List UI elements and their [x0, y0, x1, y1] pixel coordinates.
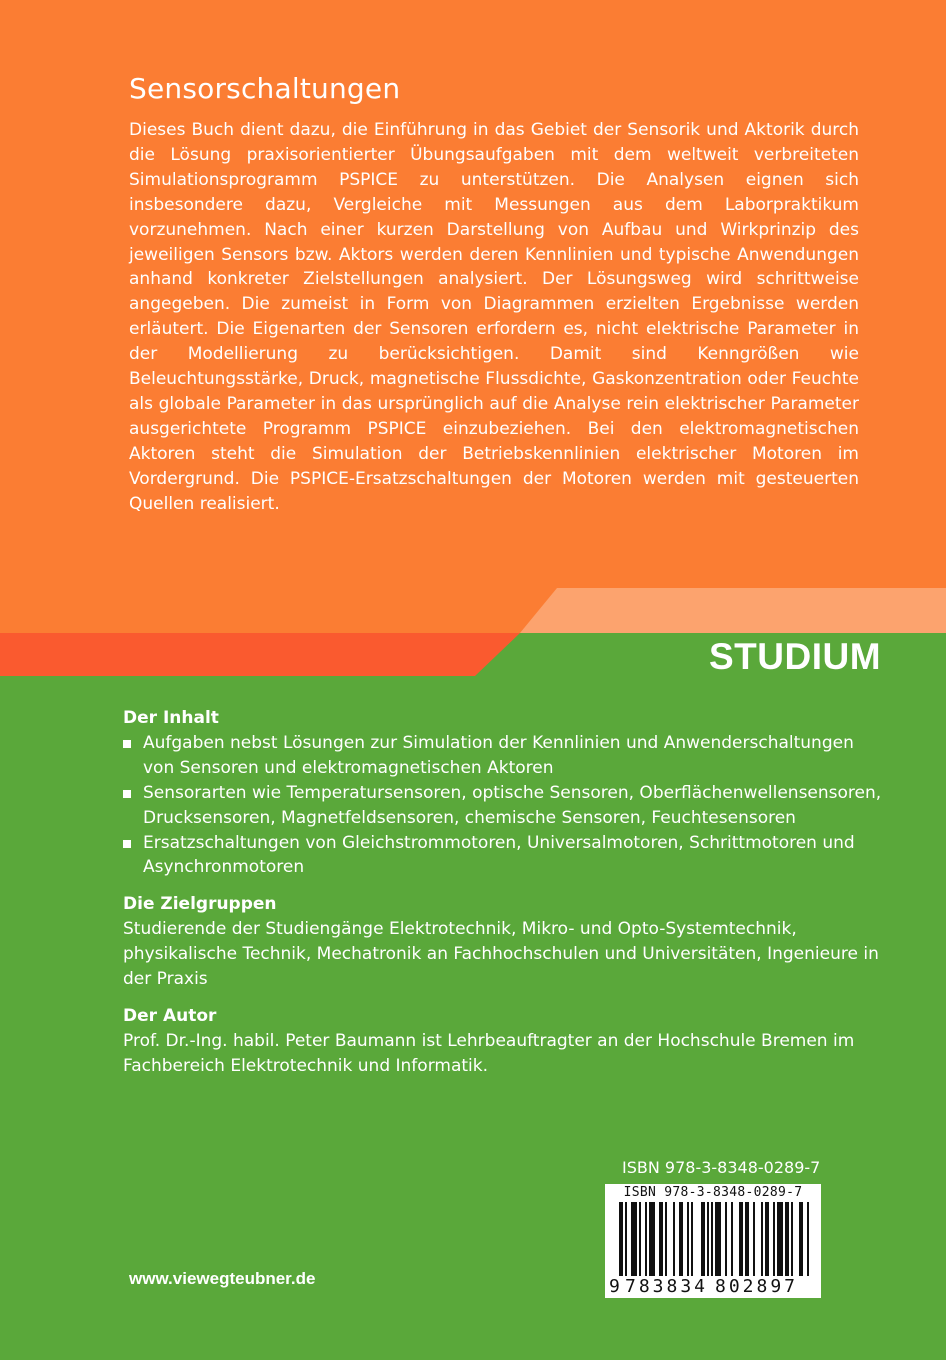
barcode-bar: [631, 1202, 637, 1276]
barcode-bar: [725, 1202, 727, 1276]
barcode-bar: [761, 1202, 763, 1276]
barcode-bar: [679, 1202, 683, 1276]
barcode: [605, 1184, 821, 1298]
barcode-bar: [665, 1202, 667, 1276]
barcode-bar: [745, 1202, 749, 1276]
audience-heading: Die Zielgruppen: [123, 894, 277, 915]
barcode-bar: [715, 1202, 721, 1276]
barcode-bar: [701, 1202, 705, 1276]
light-orange-stripe: [520, 588, 946, 633]
book-title: Sensorschaltungen: [129, 72, 401, 105]
audience-text: Studierende der Studiengänge Elektrotechnik, Mikro- und Opto-Systemtechnik, physikalische Technik, Mechatronik an Fachhochschulen und Universitäten, Ingenieure in der Praxis: [123, 919, 879, 990]
author-heading: Der Autor: [123, 1005, 217, 1026]
isbn-label: ISBN 978-3-8348-0289-7: [622, 1158, 821, 1177]
barcode-isbn-text: ISBN 978-3-8348-0289-7: [623, 1185, 803, 1200]
barcode-bar: [777, 1202, 783, 1276]
list-item-text: Aufgaben nebst Lösungen zur Simulation der Kennlinien und Anwenderschaltungen von Sensoren und elektromagnetischen Aktoren: [143, 732, 854, 778]
list-item: [123, 781, 883, 831]
barcode-bar: [707, 1202, 709, 1276]
barcode-bar: [645, 1202, 647, 1276]
author-section: [123, 1004, 883, 1079]
barcode-bar: [649, 1202, 655, 1276]
contents-heading: Der Inhalt: [123, 708, 219, 728]
barcode-bar: [711, 1202, 713, 1276]
list-item-text: Ersatzschaltungen von Gleichstrommotoren, Universalmotoren, Schrittmotoren und Asynchronmotoren: [143, 832, 855, 878]
contents-section: [123, 706, 883, 880]
audience-section: [123, 892, 883, 992]
barcode-bar: [791, 1202, 793, 1276]
barcode-bar: [739, 1202, 743, 1276]
barcode-bar: [687, 1202, 689, 1276]
barcode-bar: [625, 1202, 627, 1276]
barcode-bar: [691, 1202, 693, 1276]
barcode-bar: [639, 1202, 641, 1276]
author-text: Prof. Dr.-Ing. habil. Peter Baumann ist Lehrbeauftragter an der Hochschule Bremen im Fachbereich Elektrotechnik und Informatik.: [123, 1030, 855, 1076]
barcode-bar: [731, 1202, 733, 1276]
barcode-bar: [753, 1202, 755, 1276]
square-bullet-icon: [123, 790, 131, 798]
barcode-bar: [807, 1202, 809, 1276]
details-section: [123, 706, 883, 1091]
book-description: Dieses Buch dient dazu, die Einführung in das Gebiet der Sensorik und Aktorik durch die Lösung praxisorientierter Übungsaufgaben mit dem weltweit verbreiteten Simulationsprogramm PSPICE zu unterstützen. Die Analysen eignen sich insbesondere dazu, Vergleiche mit Messungen aus dem Laborpraktikum vorzunehmen. Nach einer kurzen Darstellung von Aufbau und Wirkprinzip des jeweiligen Sensors bzw. Aktors werden deren Kennlinien und typische Anwendungen anhand konkreter Zielstellungen analysiert. Der Lösungsweg wird schrittweise angegeben. Die zumeist in Form von Diagrammen erzielten Ergebnisse werden erläutert. Die Eigenarten der Sensoren erfordern es, nicht elektrische Parameter in der Modellierung zu berücksichtigen. Damit sind Kenngrößen wie Beleuchtungsstärke, Druck, magnetische Flussdichte, Gaskonzentration oder Feuchte als globale Parameter in das ursprünglich auf die Analyse rein elektrischer Parameter ausgerichtete Programm PSPICE einzubeziehen. Bei den elektromagnetischen Aktoren steht die Simulation der Betriebskennlinien elektrischer Motoren im Vordergrund. Die PSPICE-Ersatzschaltungen der Motoren werden mit gesteuerten Quellen realisiert.: [129, 120, 859, 514]
red-orange-stripe: [0, 633, 520, 676]
barcode-bar: [773, 1202, 775, 1276]
barcode-bar: [765, 1202, 769, 1276]
contents-list: [123, 731, 883, 880]
barcode-digits-left: 783834: [625, 1276, 709, 1297]
square-bullet-icon: [123, 840, 131, 848]
barcode-bar: [659, 1202, 663, 1276]
barcode-bar: [673, 1202, 675, 1276]
barcode-bar: [619, 1202, 623, 1276]
publisher-website: www.viewegteubner.de: [129, 1269, 316, 1288]
list-item: [123, 731, 883, 781]
barcode-digits-right: 802897: [715, 1276, 799, 1297]
barcode-bar: [799, 1202, 803, 1276]
series-label: STUDIUM: [709, 636, 882, 677]
list-item: [123, 831, 883, 881]
list-item-text: Sensorarten wie Temperatursensoren, optische Sensoren, Oberflächenwellensensoren, Drucksensoren, Magnetfeldsensoren, chemische Sensoren, Feuchtesensoren: [143, 782, 882, 828]
barcode-digit-first: 9: [609, 1276, 620, 1297]
square-bullet-icon: [123, 740, 131, 748]
barcode-bar: [785, 1202, 789, 1276]
